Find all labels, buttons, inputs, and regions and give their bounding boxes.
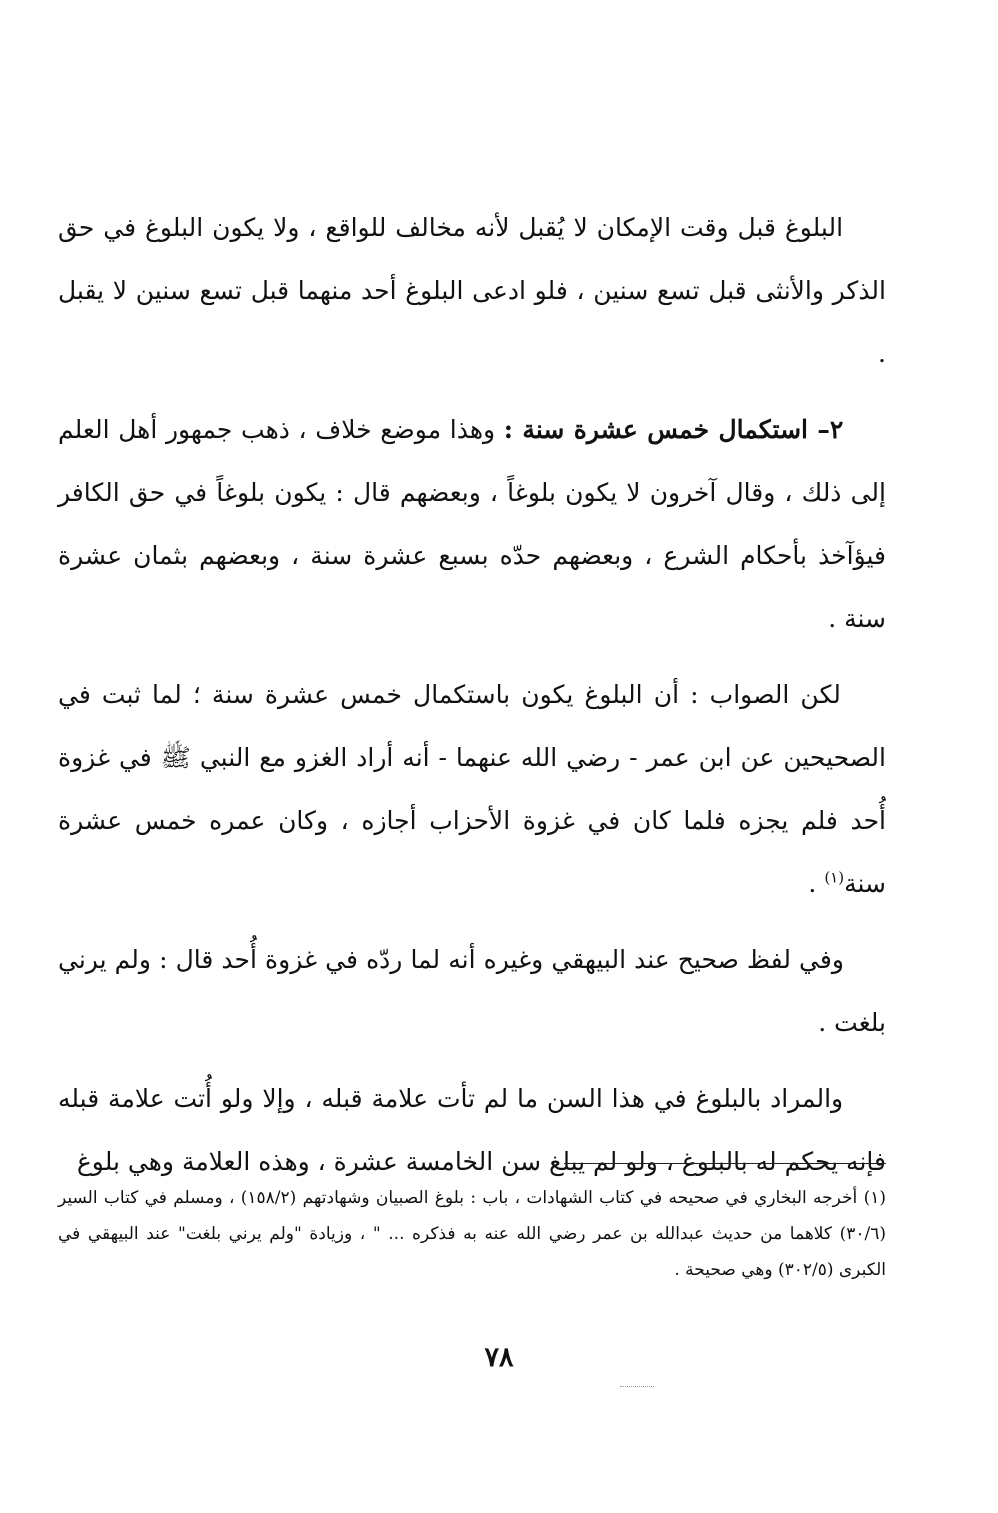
paragraph-3 — [58, 663, 886, 915]
paragraph-text: وفي لفظ صحيح عند البيهقي وغيره أنه لما ردّه في غزوة أُحد قال : ولم يرني بلغت . — [58, 945, 886, 1037]
footnote-divider — [564, 1163, 886, 1164]
paragraph-2 — [58, 398, 886, 650]
paragraph-5 — [58, 1067, 886, 1193]
paragraph-text: البلوغ قبل وقت الإمكان لا يُقبل لأنه مخالف للواقع ، ولا يكون البلوغ في حق الذكر والأنثى قبل تسع سنين ، فلو ادعى البلوغ أحد منهما قبل تسع سنين لا يقبل . — [58, 213, 886, 368]
footnote: (١) أخرجه البخاري في صحيحه في كتاب الشهادات ، باب : بلوغ الصبيان وشهادتهم (١٥٨/٢) ، ومسلم في كتاب السير (٣٠/٦) كلاهما من حديث عبدالله بن عمر رضي الله عنه به فذكره ... " ، وزيادة "ولم يرني بلغت" عند البيهقي في الكبرى (٣٠٢/٥) وهي صحيحة . — [58, 1188, 886, 1280]
paragraph-4 — [58, 928, 886, 1054]
paragraph-text: والمراد بالبلوغ في هذا السن ما لم تأت علامة قبله ، وإلا ولو أُتت علامة قبله فإنه يحكم له بالبلوغ ، ولو لم يبلغ سن الخامسة عشرة ، وهذه العلامة وهي بلوغ — [58, 1084, 886, 1176]
scan-mark — [620, 1386, 654, 1387]
footnote-reference[interactable]: (١) — [824, 868, 845, 887]
main-text — [58, 196, 886, 1206]
paragraph-text: لكن الصواب : أن البلوغ يكون باستكمال خمس عشرة سنة ؛ لما ثبت في الصحيحين عن ابن عمر - رضي الله عنهما - أنه أراد الغزو مع النبي ﷺ في غزوة أُحد فلم يجزه فلما كان في غزوة الأحزاب أجازه ، وكان عمره خمس عشرة سنة — [58, 680, 886, 898]
page-number: ٧٨ — [484, 1342, 514, 1373]
section-heading: ٢– استكمال خمس عشرة سنة : — [503, 415, 844, 444]
paragraph-text: وهذا موضع خلاف ، ذهب جمهور أهل العلم إلى ذلك ، وقال آخرون لا يكون بلوغاً ، وبعضهم قال : يكون بلوغاً في حق الكافر فيؤآخذ بأحكام الشرع ، وبعضهم حدّه بسبع عشرة سنة ، وبعضهم بثمان عشرة سنة . — [58, 415, 886, 633]
paragraph-1 — [58, 196, 886, 385]
paragraph-text-end: . — [808, 869, 825, 898]
